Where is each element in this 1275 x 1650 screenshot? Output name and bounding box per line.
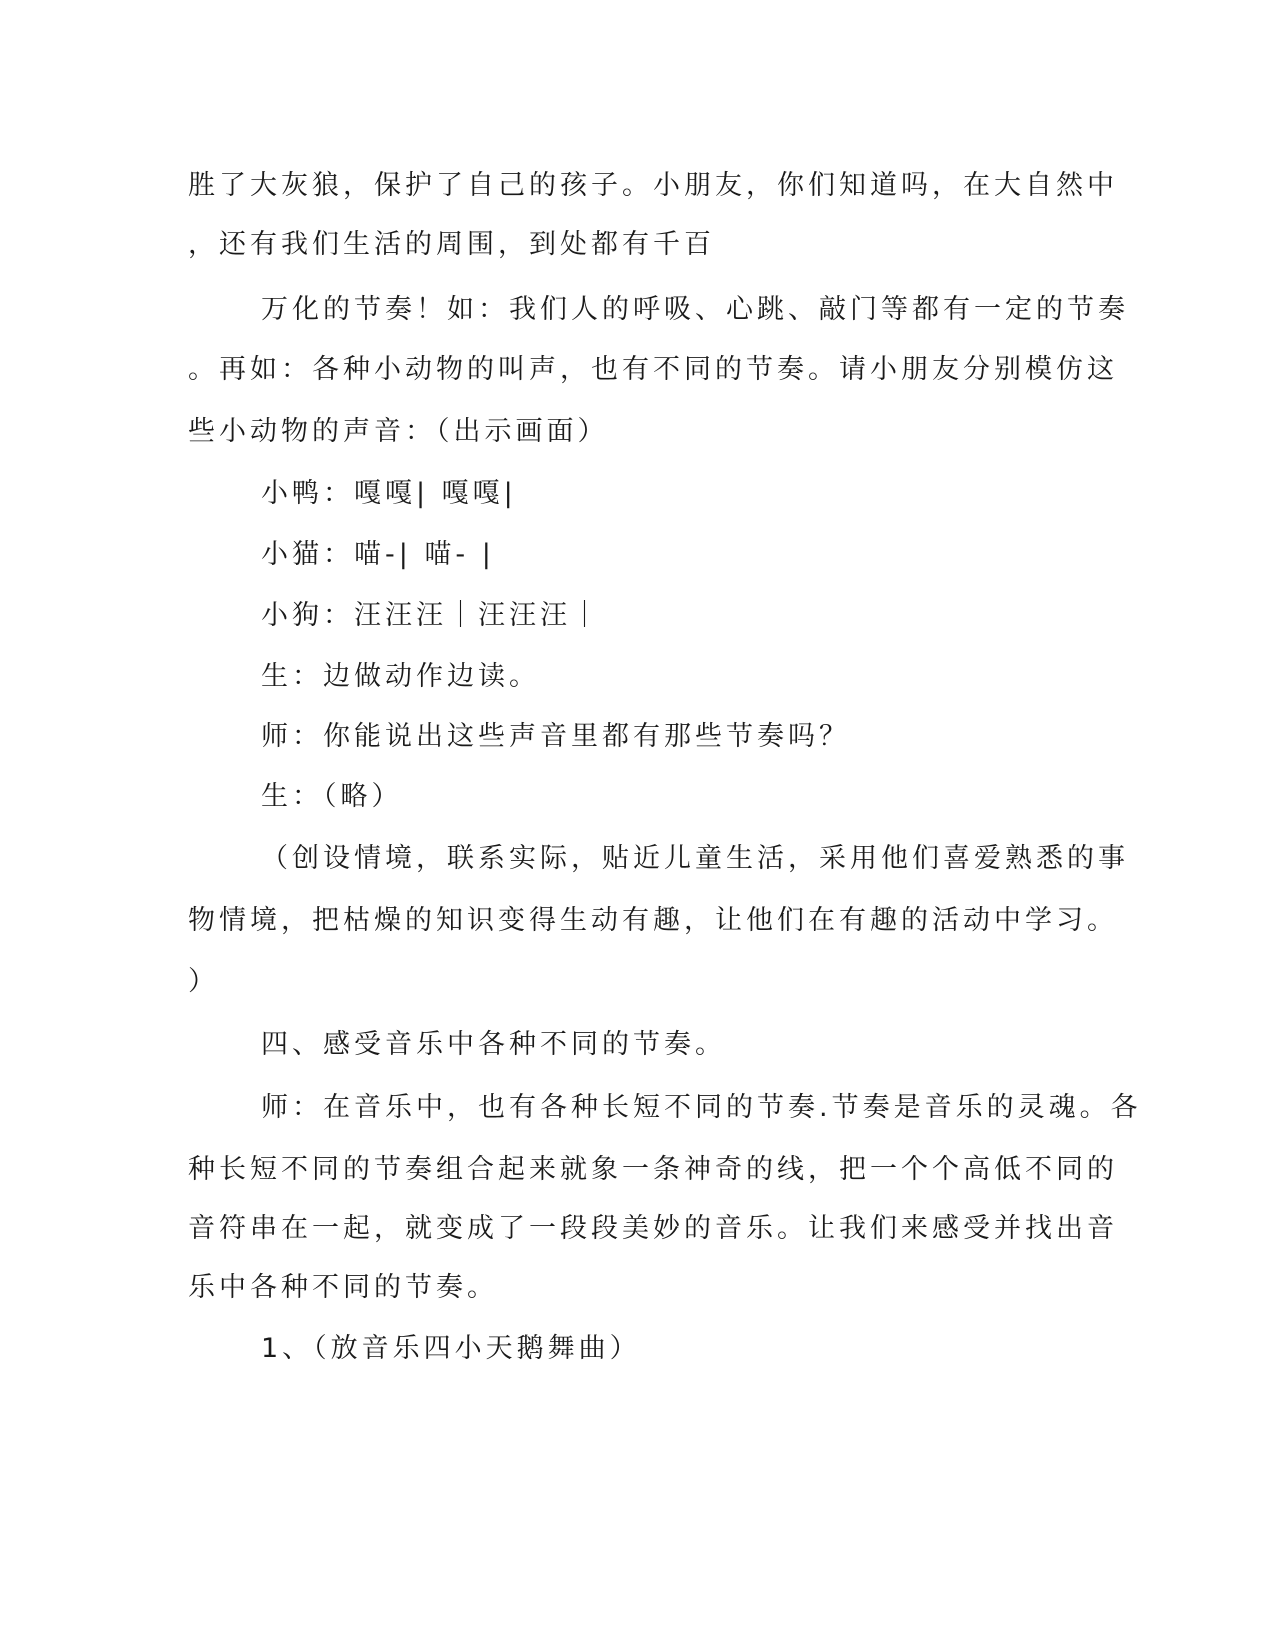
text-line: 万化的节奏！如：我们人的呼吸、心跳、敲门等都有一定的节奏 (261, 294, 1129, 325)
text-line: 小猫：喵-| 喵- | (261, 539, 495, 570)
text-line: 小鸭：嘎嘎| 嘎嘎| (261, 478, 517, 509)
text-line: 种长短不同的节奏组合起来就象一条神奇的线，把一个个高低不同的 (188, 1154, 1118, 1185)
text-line: 音符串在一起，就变成了一段段美妙的音乐。让我们来感受并找出音 (188, 1213, 1118, 1244)
text-line: 胜了大灰狼，保护了自己的孩子。小朋友，你们知道吗，在大自然中 (188, 170, 1118, 201)
text-line: 些小动物的声音：（出示画面） (188, 416, 609, 447)
text-line: 小狗：汪汪汪｜汪汪汪｜ (261, 600, 602, 631)
list-item: 1、（放音乐四小天鹅舞曲） (261, 1333, 641, 1364)
section-heading: 四、感受音乐中各种不同的节奏。 (261, 1029, 726, 1060)
text-line: 。再如：各种小动物的叫声，也有不同的节奏。请小朋友分别模仿这 (188, 354, 1118, 385)
text-line: 师：在音乐中，也有各种长短不同的节奏.节奏是音乐的灵魂。各 (261, 1092, 1142, 1123)
text-line: 物情境，把枯燥的知识变得生动有趣，让他们在有趣的活动中学习。 (188, 905, 1118, 936)
text-line: 生：边做动作边读。 (261, 661, 540, 692)
text-line: 生：（略） (261, 781, 403, 812)
text-line: ） (188, 966, 219, 997)
text-line: （创设情境，联系实际，贴近儿童生活，采用他们喜爱熟悉的事 (261, 843, 1129, 874)
text-line: 乐中各种不同的节奏。 (188, 1272, 498, 1303)
text-line: ，还有我们生活的周围，到处都有千百 (188, 229, 715, 260)
text-line: 师：你能说出这些声音里都有那些节奏吗？ (261, 721, 850, 752)
